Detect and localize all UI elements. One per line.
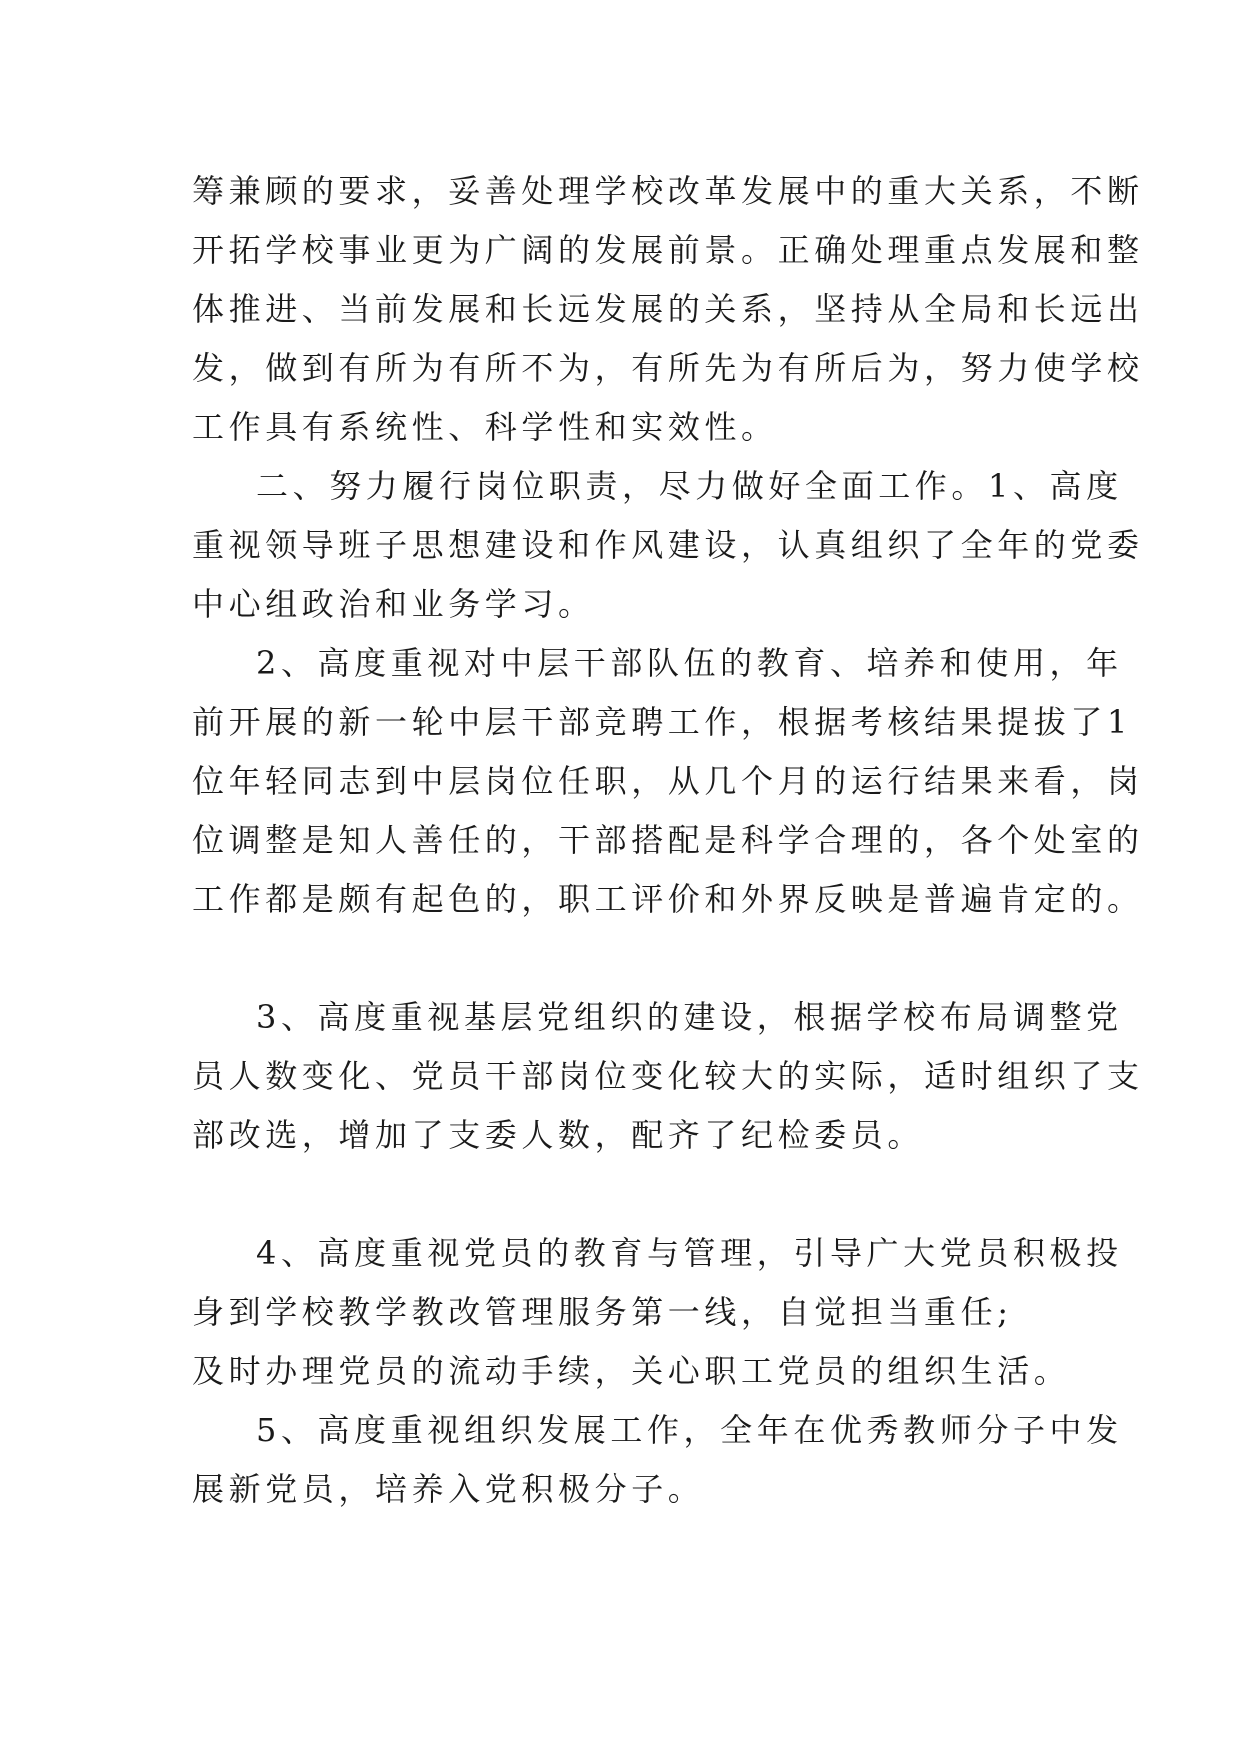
text-line: 位年轻同志到中层岗位任职，从几个月的运行结果来看，岗	[192, 762, 1144, 800]
text-line: 体推进、当前发展和长远发展的关系，坚持从全局和长远出	[192, 290, 1144, 328]
text-line: 重视领导班子思想建设和作风建设，认真组织了全年的党委	[192, 526, 1144, 564]
paragraph-gap	[192, 1165, 1072, 1224]
paragraph-6	[192, 1401, 1123, 1519]
text-line: 筹兼顾的要求，妥善处理学校改革发展中的重大关系，不断	[192, 172, 1144, 210]
text-line: 部改选，增加了支委人数，配齐了纪检委员。	[192, 1116, 925, 1154]
paragraph-4	[192, 988, 1144, 1165]
text-line: 5、高度重视组织发展工作，全年在优秀教师分子中发	[256, 1411, 1123, 1449]
text-line: 4、高度重视党员的教育与管理，引导广大党员积极投	[256, 1234, 1123, 1272]
text-line: 身到学校教学教改管理服务第一线，自觉担当重任;	[192, 1293, 1013, 1331]
text-line: 位调整是知人善任的，干部搭配是科学合理的，各个处室的	[192, 821, 1144, 859]
paragraph-3	[192, 634, 1144, 929]
text-line: 员人数变化、党员干部岗位变化较大的实际，适时组织了支	[192, 1057, 1144, 1095]
text-line: 及时办理党员的流动手续，关心职工党员的组织生活。	[192, 1352, 1071, 1390]
paragraph-5	[192, 1224, 1123, 1401]
text-line: 前开展的新一轮中层干部竞聘工作，根据考核结果提拔了1	[192, 703, 1132, 741]
paragraph-gap	[192, 929, 1072, 988]
text-line: 2、高度重视对中层干部队伍的教育、培养和使用，年	[256, 644, 1123, 682]
text-line: 开拓学校事业更为广阔的发展前景。正确处理重点发展和整	[192, 231, 1144, 269]
paragraph-2	[192, 457, 1144, 634]
text-line: 展新党员，培养入党积极分子。	[192, 1470, 705, 1508]
text-line: 发，做到有所为有所不为，有所先为有所后为，努力使学校	[192, 349, 1144, 387]
text-line: 中心组政治和业务学习。	[192, 585, 595, 623]
text-line: 3、高度重视基层党组织的建设，根据学校布局调整党	[256, 998, 1123, 1036]
paragraph-1	[192, 162, 1144, 457]
text-line: 二、努力履行岗位职责，尽力做好全面工作。1、高度	[256, 467, 1123, 505]
text-line: 工作具有系统性、科学性和实效性。	[192, 408, 778, 446]
document-body	[192, 162, 1144, 1519]
text-line: 工作都是颇有起色的，职工评价和外界反映是普遍肯定的。	[192, 880, 1144, 918]
